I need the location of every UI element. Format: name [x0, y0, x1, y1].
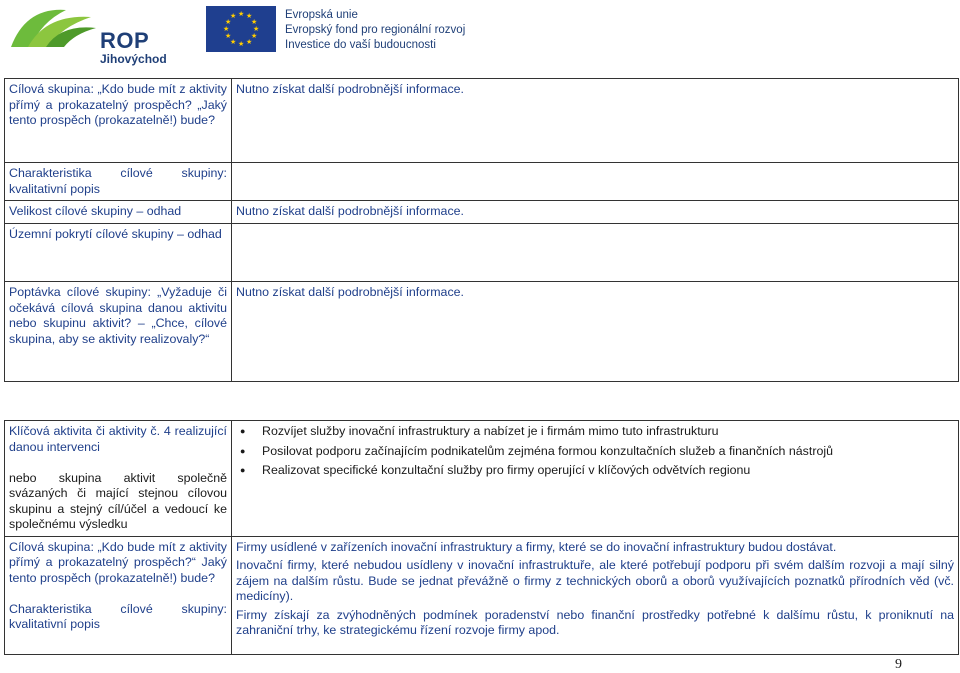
target-group-answer: Nutno získat další podrobnější informace.: [236, 82, 464, 96]
key-activity-bullets-cell: [232, 421, 959, 537]
svg-text:★: ★: [251, 32, 258, 40]
key-activity-table: [4, 420, 959, 655]
target-group-table: [4, 78, 959, 382]
svg-text:★: ★: [251, 18, 258, 26]
target-group-question-cell: [5, 79, 232, 163]
demand-answer-cell: [232, 282, 959, 382]
target-group-question: Cílová skupina: „Kdo bude mít z aktivity přímý a prokazatelný prospěch? „Jaký tento prospěch (prokazatelně!) bude?: [9, 82, 227, 127]
size-label: Velikost cílové skupiny – odhad: [9, 204, 182, 218]
size-cell: [5, 201, 232, 224]
size-answer: Nutno získat další podrobnější informace.: [236, 204, 464, 218]
characteristic-2-label: Charakteristika cílové skupiny: kvalitativní popis: [9, 601, 227, 631]
target-group-2-cell: [5, 536, 232, 654]
characteristic-answer-cell: [232, 163, 959, 201]
demand-label: Poptávka cílové skupiny: „Vyžaduje či očekává cílová skupina danou aktivitu nebo skupinu aktivit? – „Chce, cílové skupina, aby se aktivity realizovaly?“: [9, 285, 227, 346]
rop-logo-subtitle: Jihovýchod: [100, 52, 167, 66]
svg-text:★: ★: [223, 25, 230, 33]
list-item: ● Posilovat podporu začínajícím podnikatelům zejména formou konzultačních služeb a finančních nástrojů: [262, 444, 954, 460]
size-answer-cell: [232, 201, 959, 224]
target-group-2-answer-cell: [232, 536, 959, 654]
territory-answer-cell: [232, 224, 959, 282]
rop-leaf-icon: [6, 2, 101, 52]
page-number: 9: [895, 657, 902, 672]
eu-line-3: Investice do vaší budoucnosti: [285, 39, 436, 51]
eu-line-1: Evropská unie: [285, 9, 358, 21]
key-activity-bullet-list: [236, 424, 954, 479]
svg-text:★: ★: [246, 12, 253, 20]
demand-answer: Nutno získat další podrobnější informace.: [236, 285, 464, 299]
page-header: [0, 0, 960, 76]
territory-cell: [5, 224, 232, 282]
svg-text:★: ★: [238, 40, 245, 48]
characteristic-cell: [5, 163, 232, 201]
demand-cell: [5, 282, 232, 382]
svg-text:★: ★: [230, 38, 237, 46]
svg-text:★: ★: [230, 12, 237, 20]
list-item: ● Realizovat specifické konzultační služby pro firmy operující v klíčových odvětvích regionu: [262, 463, 954, 479]
rop-logo-text: ROP: [100, 28, 150, 53]
svg-text:★: ★: [246, 38, 253, 46]
key-activity-cell: [5, 421, 232, 537]
svg-text:★: ★: [253, 25, 260, 33]
key-activity-description: nebo skupina aktivit společně svázaných či mající stejnou cílovou skupinu a stejný cíl/účel a vedoucí ke společnému výsledku: [9, 470, 227, 531]
list-item: ● Rozvíjet služby inovační infrastruktury a nabízet je i firmám mimo tuto infrastrukturu: [262, 424, 954, 440]
target-group-answer-cell: [232, 79, 959, 163]
svg-text:★: ★: [225, 32, 232, 40]
characteristic-label: Charakteristika cílové skupiny: kvalitativní popis: [9, 166, 227, 196]
target-group-2-paragraph-3: Firmy získají za zvýhodněných podmínek poradenství nebo finanční prostředky potřebné k dalšímu růstu, k proniknutí na zahraniční trhy, ke strategickému řízení rozvoje firmy apod.: [236, 607, 954, 637]
target-group-2-paragraph-1: Firmy usídlené v zařízeních inovační infrastruktury a firmy, které se do inovační infrastruktury budou dostávat.: [236, 539, 837, 554]
key-activity-title: Klíčová aktivita či aktivity č. 4 realizující danou intervenci: [9, 424, 227, 454]
target-group-2-question: Cílová skupina: „Kdo bude mít z aktivity přímý a prokazatelný prospěch?“ Jaký tento prospěch (prokazatelně!) bude?: [9, 539, 227, 585]
eu-flag-icon: [206, 6, 276, 52]
rop-logo: [6, 2, 176, 68]
svg-text:★: ★: [238, 10, 245, 18]
eu-line-2: Evropský fond pro regionální rozvoj: [285, 24, 466, 36]
eu-text-block: [285, 8, 465, 53]
territory-label: Územní pokrytí cílové skupiny – odhad: [9, 227, 222, 241]
svg-text:★: ★: [225, 18, 232, 26]
target-group-2-paragraph-2: Inovační firmy, které nebudou usídleny v inovační infrastruktuře, ale které potřebují podporu při svém dalším rozvoji a mají silný zájem na dalším růstu. Bude se jednat převážně o firmy z technických oborů a oborů využívajících poznatků přírodních věd (vč. medicíny).: [236, 558, 954, 603]
